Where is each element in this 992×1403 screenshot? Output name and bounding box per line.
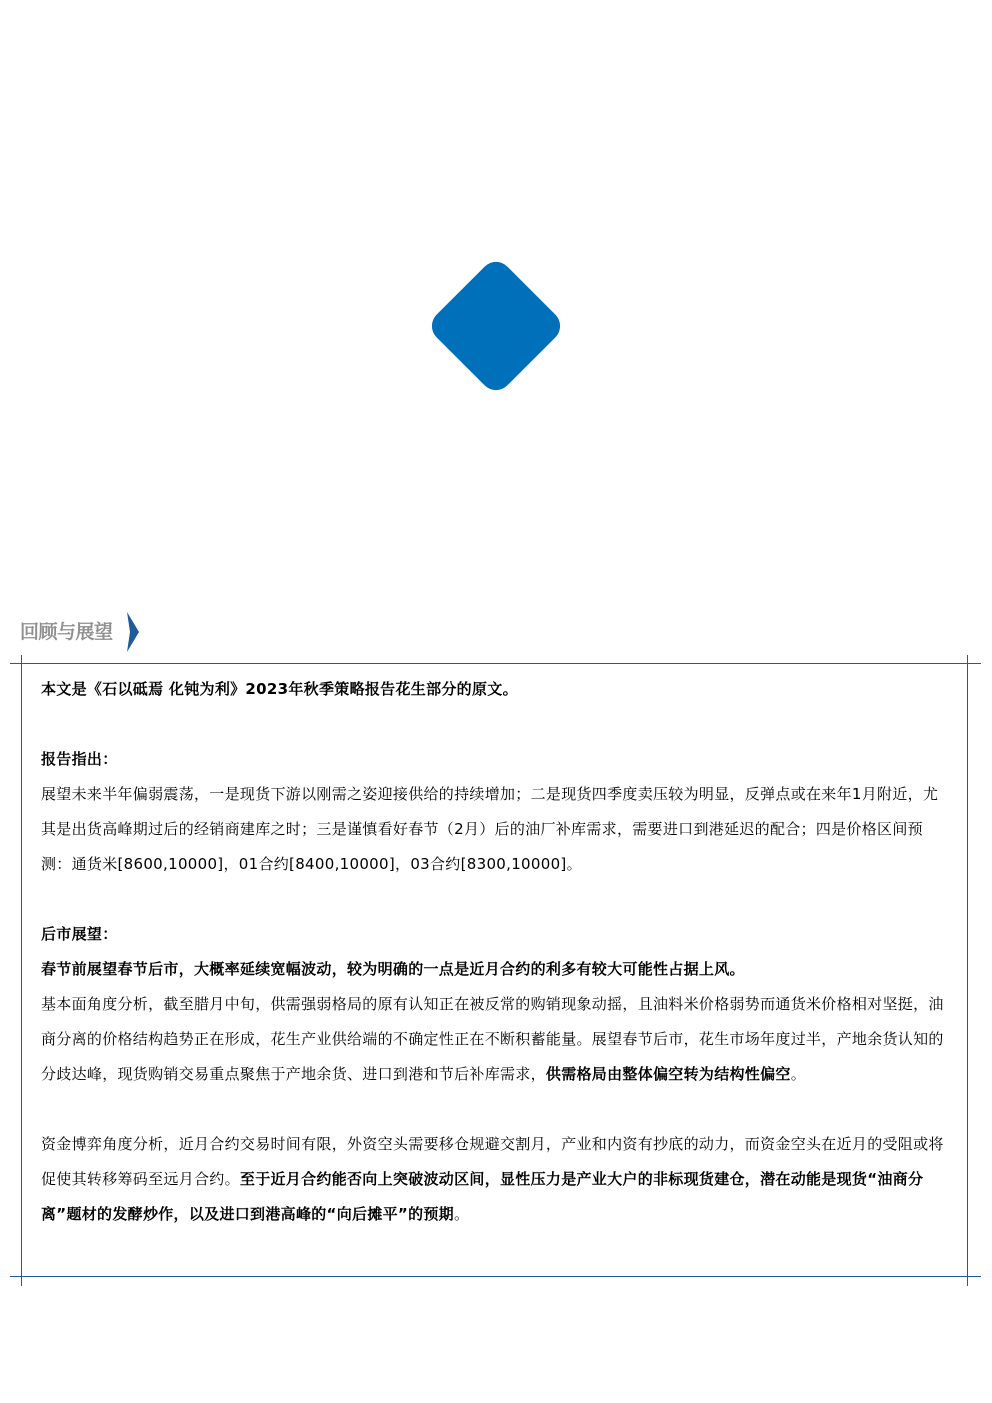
fundamental-paragraph: [41, 987, 953, 1092]
logo-diamond: [425, 255, 566, 396]
outlook-heading: 后市展望：: [41, 925, 118, 943]
capital-paragraph: [41, 1127, 953, 1232]
fundamental-text: 基本面角度分析，截至腊月中旬，供需强弱格局的原有认知正在被反常的购销现象动摇，且油料米价格弱势而通货米价格相对坚挺，油商分离的价格结构趋势正在形成，花生产业供给端的不确定性正在不断积蓄能量。展望春节后市，花生市场年度过半，产地余货认知的分歧达峰，现货购销交易重点聚焦于产地余货、进口到港和节后补库需求，: [41, 995, 944, 1083]
report-body: 展望未来半年偏弱震荡，一是现货下游以刚需之姿迎接供给的持续增加；二是现货四季度卖压较为明显，反弹点或在来年1月附近，尤其是出货高峰期过后的经销商建库之时；三是谨慎看好春节（2月）后的油厂补库需求，需要进口到港延迟的配合；四是价格区间预测：通货米[8600,10000]，01合约[8400,10000]，03合约[8300,10000]。: [41, 785, 939, 873]
intro-text: 本文是《石以砥焉 化钝为利》2023年秋季策略报告花生部分的原文。: [41, 680, 518, 698]
capital-conclusion: 至于近月合约能否向上突破波动区间，显性压力是产业大户的非标现货建仓，潜在动能是现货“油商分离”题材的发酵炒作，以及进口到港高峰的“向后摊平”的预期: [41, 1170, 924, 1223]
outlook-summary: 春节前展望春节后市，大概率延续宽幅波动，较为明确的一点是近月合约的利多有较大可能性占据上风。: [41, 960, 745, 978]
fundamental-end: 。: [790, 1065, 807, 1083]
section-title: 回顾与展望: [20, 620, 113, 643]
report-content: [41, 672, 953, 1232]
frame-bottom-rule: [10, 1276, 981, 1277]
capital-text: 资金博弈角度分析，近月合约交易时间有限，外资空头需要移仓规避交割月，产业和内资有抄底的动力，而资金空头在近月的受阻或将促使其转移筹码至远月合约。: [41, 1135, 944, 1188]
frame-left-rule: [21, 655, 22, 1286]
fundamental-conclusion: 供需格局由整体偏空转为结构性偏空: [545, 1065, 791, 1083]
frame-right-rule: [967, 655, 968, 1286]
report-heading: 报告指出：: [41, 750, 118, 768]
section-heading: [20, 612, 139, 652]
chevron-right-icon: [127, 612, 139, 652]
frame-top-rule: [10, 663, 981, 664]
capital-end: 。: [453, 1205, 470, 1223]
